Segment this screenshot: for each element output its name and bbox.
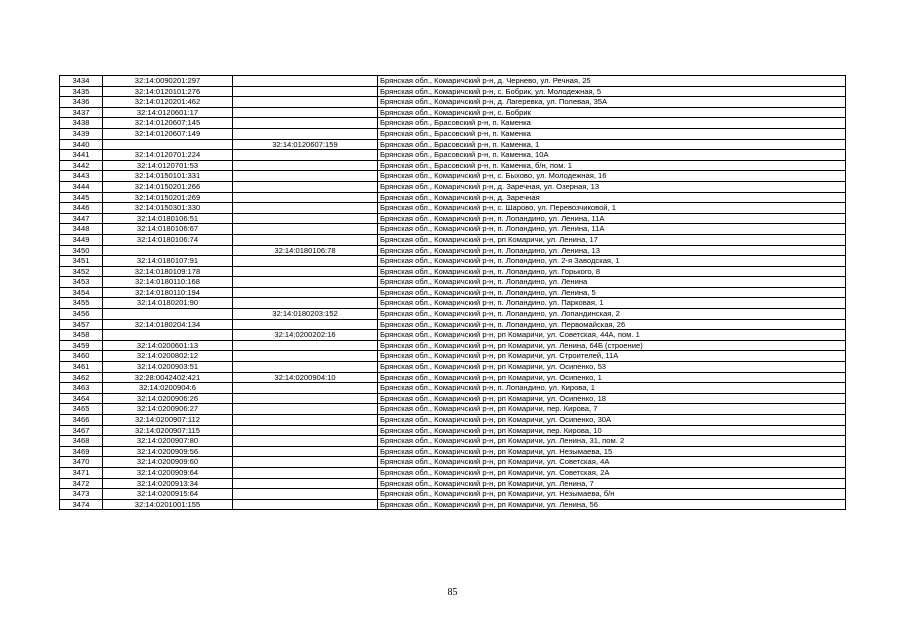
table-row [60, 139, 846, 150]
address-cell: Брянская обл., Комаричский р-н, с. Быхово, ул. Молодежная, 16 [378, 171, 846, 182]
table-row [60, 309, 846, 320]
row-number-cell: 3456 [60, 309, 103, 320]
row-number-cell: 3465 [60, 404, 103, 415]
row-number-cell: 3474 [60, 499, 103, 510]
table-row [60, 404, 846, 415]
address-cell: Брянская обл., Комаричский р-н, с. Бобрик, ул. Молодежная, 5 [378, 86, 846, 97]
cadastral-number-cell: 32:14:0120201:462 [103, 97, 233, 108]
address-cell: Брянская обл., Брасовский р-н, п. Каменка, 1 [378, 139, 846, 150]
row-number-cell: 3446 [60, 203, 103, 214]
table-row [60, 86, 846, 97]
table-row [60, 203, 846, 214]
previous-cadastral-number-cell [233, 425, 378, 436]
cadastral-number-cell: 32:14:0180110:194 [103, 287, 233, 298]
cadastral-number-cell: 32:14:0120701:224 [103, 150, 233, 161]
cadastral-number-cell: 32:14:0180106:51 [103, 213, 233, 224]
row-number-cell: 3464 [60, 393, 103, 404]
cadastral-number-cell: 32:14:0201001:155 [103, 499, 233, 510]
previous-cadastral-number-cell [233, 404, 378, 415]
address-cell: Брянская обл., Комаричский р-н, рп Комаричи, пер. Кирова, 7 [378, 404, 846, 415]
previous-cadastral-number-cell [233, 383, 378, 394]
row-number-cell: 3462 [60, 372, 103, 383]
address-cell: Брянская обл., Комаричский р-н, рп Комаричи, ул. Советская, 2А [378, 467, 846, 478]
table-row [60, 340, 846, 351]
previous-cadastral-number-cell [233, 478, 378, 489]
table-row [60, 351, 846, 362]
cadastral-number-cell: 32:14:0090201:297 [103, 76, 233, 87]
address-cell: Брянская обл., Комаричский р-н, рп Комаричи, ул. Строителей, 11А [378, 351, 846, 362]
previous-cadastral-number-cell [233, 160, 378, 171]
table-row [60, 192, 846, 203]
previous-cadastral-number-cell [233, 128, 378, 139]
row-number-cell: 3454 [60, 287, 103, 298]
address-cell: Брянская обл., Комаричский р-н, рп Комаричи, ул. Советская, 4А [378, 457, 846, 468]
cadastral-number-cell: 32:14:0200915:64 [103, 489, 233, 500]
cadastral-number-cell: 32:14:0120607:149 [103, 128, 233, 139]
previous-cadastral-number-cell [233, 277, 378, 288]
cadastral-number-cell [103, 139, 233, 150]
previous-cadastral-number-cell [233, 467, 378, 478]
address-cell: Брянская обл., Комаричский р-н, п. Лопандино, ул. Парковая, 1 [378, 298, 846, 309]
page-number: 85 [447, 587, 458, 598]
previous-cadastral-number-cell [233, 319, 378, 330]
previous-cadastral-number-cell [233, 351, 378, 362]
table-row [60, 118, 846, 129]
table-row [60, 128, 846, 139]
previous-cadastral-number-cell [233, 234, 378, 245]
cadastral-number-cell: 32:14:0180106:74 [103, 234, 233, 245]
row-number-cell: 3471 [60, 467, 103, 478]
previous-cadastral-number-cell [233, 171, 378, 182]
row-number-cell: 3453 [60, 277, 103, 288]
address-cell: Брянская обл., Брасовский р-н, п. Каменка [378, 128, 846, 139]
row-number-cell: 3455 [60, 298, 103, 309]
cadastral-number-cell: 32:14:0180110:168 [103, 277, 233, 288]
cadastral-number-cell: 32:14:0180201:90 [103, 298, 233, 309]
previous-cadastral-number-cell [233, 446, 378, 457]
table-row [60, 362, 846, 373]
row-number-cell: 3459 [60, 340, 103, 351]
row-number-cell: 3434 [60, 76, 103, 87]
previous-cadastral-number-cell [233, 203, 378, 214]
row-number-cell: 3447 [60, 213, 103, 224]
address-cell: Брянская обл., Комаричский р-н, рп Комаричи, ул. Ленина, 31, пом. 2 [378, 436, 846, 447]
row-number-cell: 3463 [60, 383, 103, 394]
cadastral-number-cell: 32:14:0200906:26 [103, 393, 233, 404]
cadastral-number-cell: 32:14:0200907:112 [103, 415, 233, 426]
cadastral-number-cell: 32:14:0180106:67 [103, 224, 233, 235]
table-row [60, 97, 846, 108]
row-number-cell: 3448 [60, 224, 103, 235]
previous-cadastral-number-cell [233, 287, 378, 298]
cadastral-number-cell: 32:14:0200601:13 [103, 340, 233, 351]
previous-cadastral-number-cell [233, 97, 378, 108]
row-number-cell: 3440 [60, 139, 103, 150]
address-cell: Брянская обл., Комаричский р-н, рп Комаричи, пер. Кирова, 10 [378, 425, 846, 436]
row-number-cell: 3436 [60, 97, 103, 108]
cadastral-number-cell: 32:14:0150101:331 [103, 171, 233, 182]
address-cell: Брянская обл., Комаричский р-н, п. Лопандино, ул. Лопандинская, 2 [378, 309, 846, 320]
row-number-cell: 3450 [60, 245, 103, 256]
row-number-cell: 3457 [60, 319, 103, 330]
row-number-cell: 3443 [60, 171, 103, 182]
table-row [60, 266, 846, 277]
address-cell: Брянская обл., Комаричский р-н, рп Комаричи, ул. Ленина, 64Б (строение) [378, 340, 846, 351]
previous-cadastral-number-cell: 32:14:0200904:10 [233, 372, 378, 383]
cadastral-number-cell: 32:14:0200909:64 [103, 467, 233, 478]
previous-cadastral-number-cell [233, 436, 378, 447]
cadastral-number-cell: 32:14:0180204:134 [103, 319, 233, 330]
previous-cadastral-number-cell [233, 181, 378, 192]
row-number-cell: 3466 [60, 415, 103, 426]
previous-cadastral-number-cell [233, 76, 378, 87]
address-cell: Брянская обл., Комаричский р-н, рп Комаричи, ул. Незымаева, 15 [378, 446, 846, 457]
previous-cadastral-number-cell [233, 150, 378, 161]
cadastral-number-cell: 32:14:0120701:53 [103, 160, 233, 171]
address-cell: Брянская обл., Комаричский р-н, д. Чернево, ул. Речная, 25 [378, 76, 846, 87]
row-number-cell: 3473 [60, 489, 103, 500]
table-row [60, 446, 846, 457]
row-number-cell: 3472 [60, 478, 103, 489]
row-number-cell: 3467 [60, 425, 103, 436]
previous-cadastral-number-cell [233, 256, 378, 267]
row-number-cell: 3468 [60, 436, 103, 447]
row-number-cell: 3445 [60, 192, 103, 203]
cadastral-number-cell: 32:14:0200906:27 [103, 404, 233, 415]
row-number-cell: 3449 [60, 234, 103, 245]
cadastral-number-cell: 32:28:0042402:421 [103, 372, 233, 383]
row-number-cell: 3469 [60, 446, 103, 457]
cadastral-number-cell: 32:14:0200907:115 [103, 425, 233, 436]
previous-cadastral-number-cell [233, 118, 378, 129]
previous-cadastral-number-cell: 32:14:0180203:152 [233, 309, 378, 320]
cadastral-number-cell: 32:14:0200907:80 [103, 436, 233, 447]
previous-cadastral-number-cell [233, 224, 378, 235]
table-body [60, 76, 846, 510]
table-row [60, 76, 846, 87]
row-number-cell: 3441 [60, 150, 103, 161]
table-row [60, 213, 846, 224]
table-row [60, 489, 846, 500]
address-cell: Брянская обл., Комаричский р-н, рп Комаричи, ул. Ленина, 17 [378, 234, 846, 245]
address-cell: Брянская обл., Комаричский р-н, п. Лопандино, ул. Горького, 8 [378, 266, 846, 277]
table-row [60, 160, 846, 171]
cadastral-number-cell: 32:14:0120601:17 [103, 107, 233, 118]
table-row [60, 277, 846, 288]
row-number-cell: 3438 [60, 118, 103, 129]
previous-cadastral-number-cell [233, 415, 378, 426]
address-cell: Брянская обл., Брасовский р-н, п. Каменка, б/н, пом. 1 [378, 160, 846, 171]
previous-cadastral-number-cell [233, 499, 378, 510]
cadastral-number-cell: 32:14:0200909:60 [103, 457, 233, 468]
row-number-cell: 3452 [60, 266, 103, 277]
previous-cadastral-number-cell: 32:14:0180106:78 [233, 245, 378, 256]
cadastral-number-cell [103, 330, 233, 341]
table-row [60, 436, 846, 447]
property-register-table [59, 75, 846, 510]
cadastral-number-cell: 32:14:0180107:91 [103, 256, 233, 267]
table-row [60, 425, 846, 436]
cadastral-number-cell [103, 309, 233, 320]
cadastral-number-cell: 32:14:0150201:266 [103, 181, 233, 192]
address-cell: Брянская обл., Комаричский р-н, п. Лопандино, ул. 2-я Заводская, 1 [378, 256, 846, 267]
row-number-cell: 3451 [60, 256, 103, 267]
address-cell: Брянская обл., Комаричский р-н, с. Бобрик [378, 107, 846, 118]
row-number-cell: 3458 [60, 330, 103, 341]
table-row [60, 467, 846, 478]
address-cell: Брянская обл., Комаричский р-н, п. Лопандино, ул. Ленина, 11А [378, 213, 846, 224]
previous-cadastral-number-cell [233, 340, 378, 351]
previous-cadastral-number-cell [233, 393, 378, 404]
table-row [60, 224, 846, 235]
address-cell: Брянская обл., Комаричский р-н, рп Комаричи, ул. Незымаева, б/н [378, 489, 846, 500]
previous-cadastral-number-cell [233, 489, 378, 500]
table-row [60, 393, 846, 404]
table-row [60, 457, 846, 468]
cadastral-number-cell [103, 245, 233, 256]
address-cell: Брянская обл., Комаричский р-н, п. Лопандино, ул. Кирова, 1 [378, 383, 846, 394]
row-number-cell: 3460 [60, 351, 103, 362]
previous-cadastral-number-cell: 32:14:0120607:159 [233, 139, 378, 150]
previous-cadastral-number-cell [233, 298, 378, 309]
address-cell: Брянская обл., Комаричский р-н, п. Лопандино, ул. Ленина, 13 [378, 245, 846, 256]
table-row [60, 415, 846, 426]
row-number-cell: 3442 [60, 160, 103, 171]
row-number-cell: 3461 [60, 362, 103, 373]
cadastral-number-cell: 32:14:0180109:178 [103, 266, 233, 277]
address-cell: Брянская обл., Комаричский р-н, д. Заречная [378, 192, 846, 203]
table-row [60, 478, 846, 489]
cadastral-number-cell: 32:14:0200903:51 [103, 362, 233, 373]
previous-cadastral-number-cell [233, 107, 378, 118]
previous-cadastral-number-cell: 32:14:0200202:16 [233, 330, 378, 341]
address-cell: Брянская обл., Комаричский р-н, д. Лагеревка, ул. Полевая, 35А [378, 97, 846, 108]
address-cell: Брянская обл., Комаричский р-н, рп Комаричи, ул. Ленина, 7 [378, 478, 846, 489]
previous-cadastral-number-cell [233, 266, 378, 277]
cadastral-number-cell: 32:14:0200904:6 [103, 383, 233, 394]
previous-cadastral-number-cell [233, 213, 378, 224]
row-number-cell: 3435 [60, 86, 103, 97]
address-cell: Брянская обл., Комаричский р-н, рп Комаричи, ул. Осипенко, 30А [378, 415, 846, 426]
address-cell: Брянская обл., Брасовский р-н, п. Каменка [378, 118, 846, 129]
cadastral-number-cell: 32:14:0200909:56 [103, 446, 233, 457]
address-cell: Брянская обл., Комаричский р-н, с. Шарово, ул. Перевозчиковой, 1 [378, 203, 846, 214]
address-cell: Брянская обл., Комаричский р-н, д. Заречная, ул. Озерная, 13 [378, 181, 846, 192]
row-number-cell: 3439 [60, 128, 103, 139]
cadastral-number-cell: 32:14:0120607:145 [103, 118, 233, 129]
table-row [60, 107, 846, 118]
table-row [60, 256, 846, 267]
address-cell: Брянская обл., Комаричский р-н, рп Комаричи, ул. Осипенко, 1 [378, 372, 846, 383]
address-cell: Брянская обл., Комаричский р-н, рп Комаричи, ул. Осипенко, 18 [378, 393, 846, 404]
cadastral-number-cell: 32:14:0150201:269 [103, 192, 233, 203]
row-number-cell: 3470 [60, 457, 103, 468]
previous-cadastral-number-cell [233, 192, 378, 203]
address-cell: Брянская обл., Комаричский р-н, п. Лопандино, ул. Ленина, 11А [378, 224, 846, 235]
cadastral-number-cell: 32:14:0200913:34 [103, 478, 233, 489]
row-number-cell: 3444 [60, 181, 103, 192]
table-row [60, 181, 846, 192]
table-row [60, 171, 846, 182]
address-cell: Брянская обл., Комаричский р-н, рп Комаричи, ул. Осипенко, 53 [378, 362, 846, 373]
table-row [60, 150, 846, 161]
table-row [60, 298, 846, 309]
table-row [60, 245, 846, 256]
address-cell: Брянская обл., Комаричский р-н, п. Лопандино, ул. Ленина, 5 [378, 287, 846, 298]
table-row [60, 330, 846, 341]
table-row [60, 383, 846, 394]
cadastral-number-cell: 32:14:0150301:330 [103, 203, 233, 214]
table-row [60, 499, 846, 510]
address-cell: Брянская обл., Комаричский р-н, рп Комаричи, ул. Ленина, 56 [378, 499, 846, 510]
cadastral-number-cell: 32:14:0120101:276 [103, 86, 233, 97]
table-row [60, 234, 846, 245]
address-cell: Брянская обл., Комаричский р-н, п. Лопандино, ул. Первомайская, 26 [378, 319, 846, 330]
previous-cadastral-number-cell [233, 86, 378, 97]
address-cell: Брянская обл., Брасовский р-н, п. Каменка, 10А [378, 150, 846, 161]
address-cell: Брянская обл., Комаричский р-н, рп Комаричи, ул. Советская, 44А, пом. 1 [378, 330, 846, 341]
table-row [60, 319, 846, 330]
table-row [60, 372, 846, 383]
address-cell: Брянская обл., Комаричский р-н, п. Лопандино, ул. Ленина [378, 277, 846, 288]
previous-cadastral-number-cell [233, 362, 378, 373]
previous-cadastral-number-cell [233, 457, 378, 468]
row-number-cell: 3437 [60, 107, 103, 118]
table-row [60, 287, 846, 298]
cadastral-number-cell: 32:14:0200802:12 [103, 351, 233, 362]
